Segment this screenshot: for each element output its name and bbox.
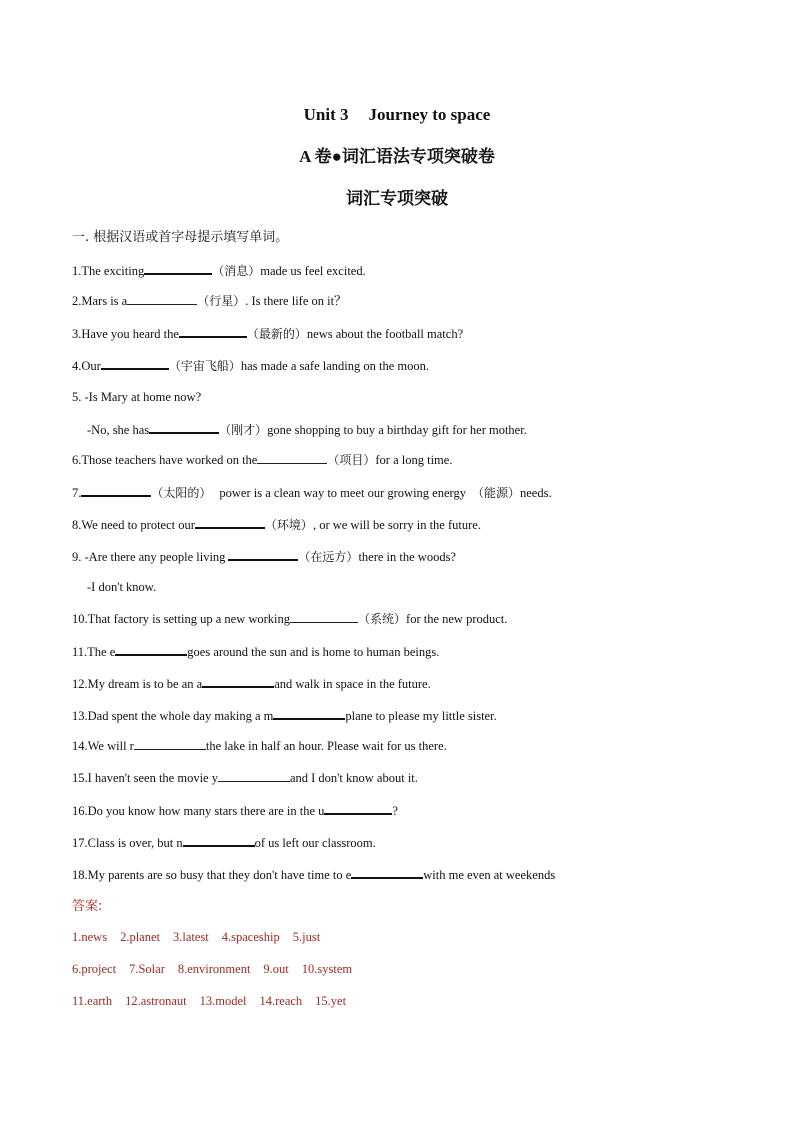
question-4: [72, 355, 429, 376]
answer-blank[interactable]: [290, 609, 358, 623]
question-text: goes around the sun and is home to human beings.: [187, 645, 440, 659]
question-text: -No, she has: [87, 423, 150, 437]
answer-blank[interactable]: [127, 291, 197, 305]
answer-item: 9.out: [263, 962, 289, 976]
question-text: 3.Have you heard the: [72, 327, 179, 341]
question-text: -I don't know.: [87, 580, 157, 594]
answer-blank[interactable]: [351, 864, 423, 879]
chinese-hint: （刚才）: [219, 423, 268, 437]
question-17: [72, 832, 376, 853]
answer-blank[interactable]: [81, 482, 151, 497]
answer-item: 8.environment: [177, 962, 251, 976]
question-text: there in the woods?: [358, 550, 456, 564]
answer-blank[interactable]: [101, 355, 169, 370]
question-text: 13.Dad spent the whole day making a m: [72, 709, 274, 723]
question-7: [72, 482, 552, 503]
unit-number: Unit 3: [303, 105, 349, 124]
question-text: of us left our classroom.: [254, 836, 376, 850]
answer-item: 15.yet: [315, 994, 347, 1008]
section-title: 词汇专项突破: [346, 189, 448, 208]
question-text: 1.The exciting: [72, 264, 145, 278]
question-text: and walk in space in the future.: [274, 677, 431, 691]
question-text: 10.That factory is setting up a new working: [72, 612, 291, 626]
answer-item: 4.spaceship: [221, 930, 280, 944]
answer-item: 12.astronaut: [125, 994, 187, 1008]
question-text: 16.Do you know how many stars there are in the u: [72, 804, 325, 818]
exercise-instruction: 一. 根据汉语或首字母提示填写单词。: [72, 230, 289, 245]
question-text: needs.: [519, 486, 552, 500]
chinese-hint: （在远方）: [298, 550, 359, 564]
question-text: 12.My dream is to be an a: [72, 677, 203, 691]
answer-item: 2.planet: [120, 930, 160, 944]
chinese-hint: （太阳的）: [151, 486, 212, 500]
chinese-hint: （消息）: [212, 264, 261, 278]
question-6: [72, 450, 452, 470]
question-8: [72, 514, 481, 535]
question-text: the lake in half an hour. Please wait for us there.: [205, 739, 447, 753]
answer-row-2: [72, 959, 365, 979]
question-14: [72, 736, 447, 756]
question-text: ?: [392, 804, 398, 818]
question-text: 6.Those teachers have worked on the: [72, 453, 258, 467]
question-text: . Is there life on it？: [245, 294, 347, 308]
question-text: power is a clean way to meet our growing energy: [219, 486, 466, 500]
question-text: 5. -Is Mary at home now?: [72, 390, 202, 404]
answer-item: 1.news: [72, 930, 108, 944]
question-text: 4.Our: [72, 359, 101, 373]
paper-subtitle: A 卷●词汇语法专项突破卷: [299, 147, 495, 166]
answer-row-3: [72, 991, 359, 1011]
answer-blank[interactable]: [144, 260, 212, 275]
answer-blank[interactable]: [183, 832, 255, 847]
chinese-hint: （行星）: [197, 294, 246, 308]
question-text: 18.My parents are so busy that they don't have time to e: [72, 868, 352, 882]
answer-row-1: [72, 927, 333, 947]
question-text: 17.Class is over, but n: [72, 836, 183, 850]
question-text: plane to please my little sister.: [345, 709, 497, 723]
question-2: [72, 291, 347, 311]
answer-blank[interactable]: [179, 323, 247, 338]
answer-item: 11.earth: [72, 994, 113, 1008]
answer-blank[interactable]: [195, 514, 265, 529]
answer-item: 10.system: [301, 962, 353, 976]
question-5-response: [87, 419, 527, 440]
answer-blank[interactable]: [273, 705, 345, 720]
chinese-hint: （系统）: [358, 612, 407, 626]
question-text: 8.We need to protect our: [72, 518, 195, 532]
question-15: [72, 768, 418, 788]
question-3: [72, 323, 463, 344]
question-text: for a long time.: [375, 453, 453, 467]
answer-item: 6.project: [72, 962, 117, 976]
question-9-response: [87, 577, 156, 597]
question-text: made us feel excited.: [260, 264, 366, 278]
answer-blank[interactable]: [257, 450, 327, 464]
answer-item: 7.Solar: [129, 962, 165, 976]
answer-blank[interactable]: [149, 419, 219, 434]
question-text: 15.I haven't seen the movie y: [72, 771, 218, 785]
answer-blank[interactable]: [115, 641, 187, 656]
chinese-hint: （项目）: [327, 453, 376, 467]
chinese-hint: （环境）: [264, 518, 313, 532]
question-text: 14.We will r: [72, 739, 134, 753]
question-text: , or we will be sorry in the future.: [312, 518, 481, 532]
question-text: 7.: [72, 486, 82, 500]
answer-item: 13.model: [199, 994, 247, 1008]
answer-item: 3.latest: [173, 930, 209, 944]
question-18: [72, 864, 555, 885]
question-5-prompt: [72, 387, 201, 407]
chinese-hint: （能源）: [471, 486, 520, 500]
answer-item: 14.reach: [259, 994, 303, 1008]
chinese-hint: （最新的）: [246, 327, 307, 341]
answer-blank[interactable]: [324, 800, 392, 815]
question-text: news about the football match?: [306, 327, 464, 341]
chinese-hint: （宇宙飞船）: [168, 359, 241, 373]
question-16: [72, 800, 398, 821]
question-9-prompt: [72, 546, 456, 567]
question-text: gone shopping to buy a birthday gift for her mother.: [267, 423, 527, 437]
question-text: and I don't know about it.: [289, 771, 418, 785]
question-text: 11.The e: [72, 645, 116, 659]
question-text: has made a safe landing on the moon.: [240, 359, 429, 373]
unit-title: [0, 105, 794, 125]
question-text: for the new product.: [406, 612, 508, 626]
answer-blank[interactable]: [134, 736, 206, 750]
answer-blank[interactable]: [228, 546, 298, 561]
question-text: 2.Mars is a: [72, 294, 128, 308]
question-1: [72, 260, 366, 281]
question-10: [72, 609, 507, 629]
answer-key-label: 答案:: [72, 899, 103, 914]
question-text: with me even at weekends: [423, 868, 556, 882]
question-text: 9. -Are there any people living: [72, 550, 226, 564]
question-13: [72, 705, 497, 726]
answer-blank[interactable]: [202, 673, 274, 688]
answer-item: 5.just: [292, 930, 321, 944]
answer-blank[interactable]: [218, 768, 290, 782]
question-12: [72, 673, 431, 694]
unit-name: Journey to space: [368, 105, 491, 124]
question-11: [72, 641, 439, 662]
